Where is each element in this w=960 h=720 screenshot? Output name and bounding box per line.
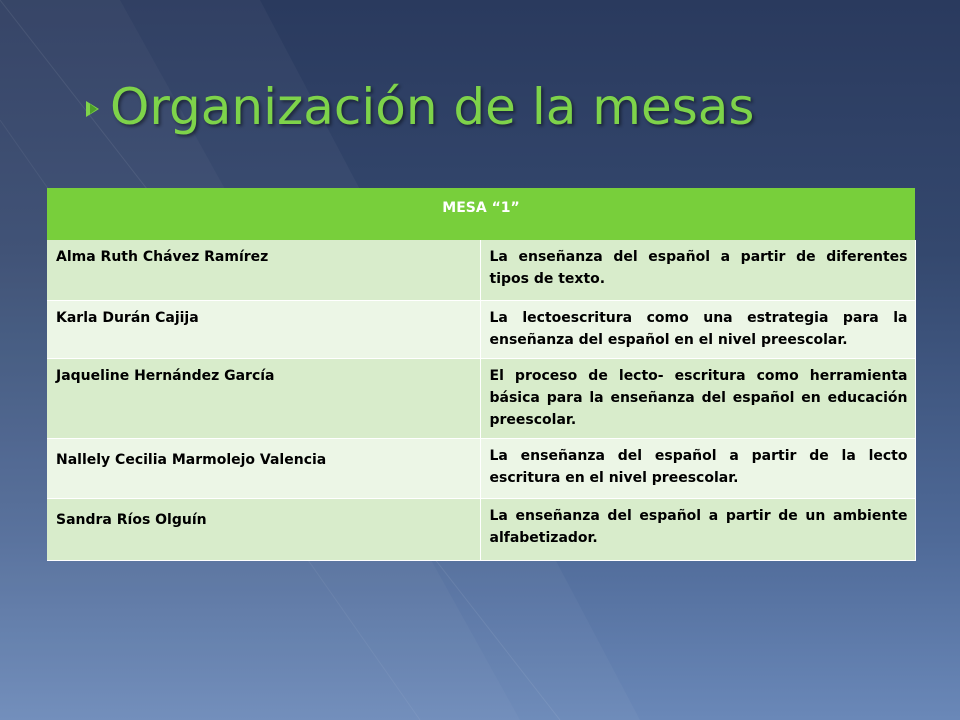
table-header-row	[47, 188, 915, 240]
participant-name: Jaqueline Hernández García	[47, 358, 480, 438]
mesa-table	[47, 188, 916, 561]
topic-cell: La enseñanza del español a partir de un ambiente alfabetizador.	[480, 498, 915, 560]
table-row	[47, 358, 915, 438]
table-row	[47, 498, 915, 560]
participant-name: Karla Durán Cajija	[47, 300, 480, 358]
topic-cell: La enseñanza del español a partir de la lecto escritura en el nivel preescolar.	[480, 438, 915, 498]
table-row	[47, 438, 915, 498]
participant-name: Nallely Cecilia Marmolejo Valencia	[47, 438, 480, 498]
topic-cell: La lectoescritura como una estrategia para la enseñanza del español en el nivel preescolar.	[480, 300, 915, 358]
table-row	[47, 300, 915, 358]
participant-name: Alma Ruth Chávez Ramírez	[47, 240, 480, 300]
table-header: MESA “1”	[47, 188, 915, 240]
page-title: Organización de la mesas	[110, 78, 755, 136]
table-row	[47, 240, 915, 300]
participant-name: Sandra Ríos Olguín	[47, 498, 480, 560]
topic-cell: La enseñanza del español a partir de diferentes tipos de texto.	[480, 240, 915, 300]
topic-cell: El proceso de lecto- escritura como herramienta básica para la enseñanza del español en educación preescolar.	[480, 358, 915, 438]
